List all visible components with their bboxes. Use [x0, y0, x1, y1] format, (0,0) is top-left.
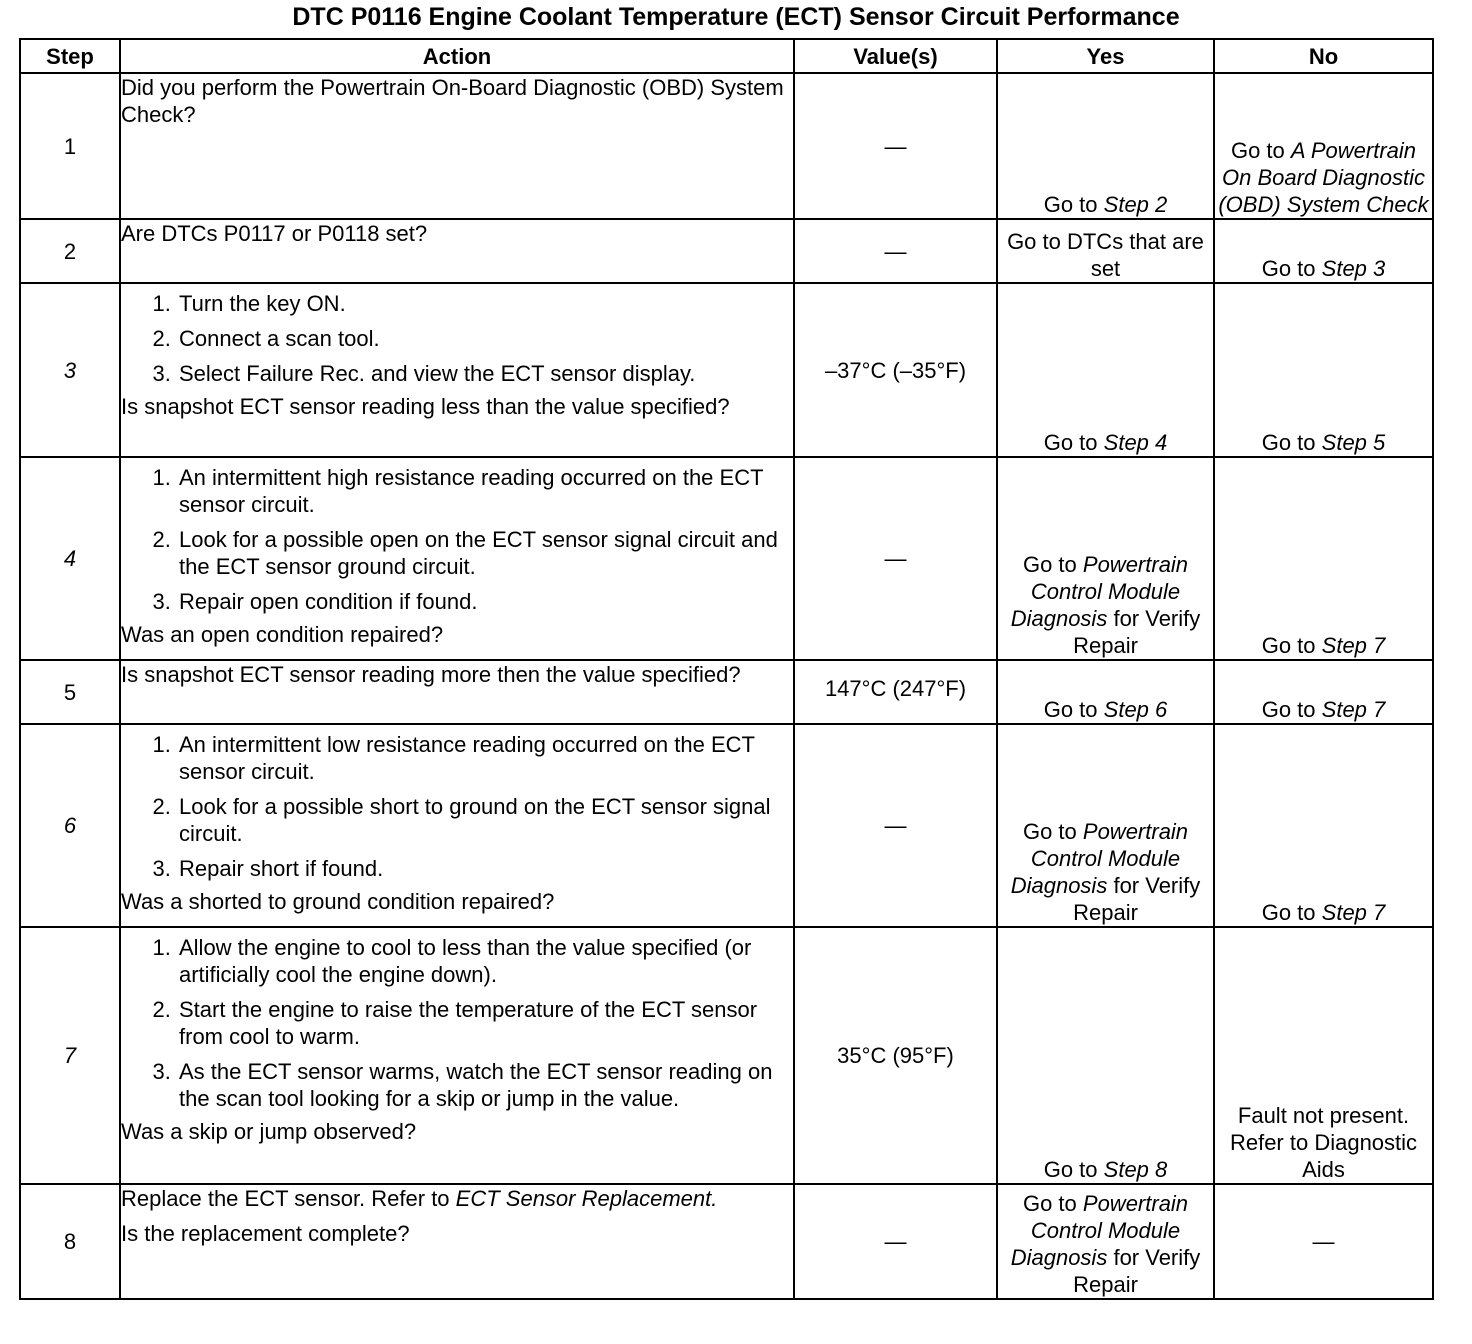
no-cell [1214, 283, 1433, 457]
yes-cell [997, 219, 1214, 283]
action-steps-list [121, 934, 793, 1112]
no-prefix: Go to [1261, 430, 1316, 455]
value-cell: — [794, 724, 997, 927]
action-steps-list [121, 290, 793, 387]
step-number: 7 [20, 927, 120, 1184]
action-question: Was an open condition repaired? [121, 622, 444, 647]
list-item: 3. Repair open condition if found. [177, 588, 793, 615]
no-prefix: Go to [1261, 633, 1316, 658]
list-item: 2. Look for a possible short to ground on the ECT sensor signal circuit. [177, 793, 793, 847]
no-prefix: Go to [1230, 138, 1285, 163]
header-row [20, 39, 1433, 73]
table-row-step-4 [20, 457, 1433, 660]
list-item: 1. Allow the engine to cool to less than the value specified (or artificially cool the engine down). [177, 934, 793, 988]
yes-cell [997, 283, 1214, 457]
no-cell [1214, 219, 1433, 283]
no-cell [1214, 927, 1433, 1184]
yes-cell [997, 724, 1214, 927]
no-step-link[interactable]: Step 5 [1321, 430, 1386, 455]
no-step-link[interactable]: Step 3 [1321, 256, 1386, 281]
step-number: 3 [20, 283, 120, 457]
yes-pcm-diagnosis-link[interactable]: Powertrain Control Module Diagnosis [1010, 819, 1189, 898]
step-number: 8 [20, 1184, 120, 1299]
action-cell [120, 457, 794, 660]
yes-suffix: for Verify Repair [1073, 606, 1201, 658]
value-cell: –37°C (–35°F) [794, 283, 997, 457]
yes-prefix: Go to [1022, 1191, 1077, 1216]
action-steps-list [121, 731, 793, 882]
yes-prefix: Go to [1022, 819, 1077, 844]
list-item: 2. Start the engine to raise the temperature of the ECT sensor from cool to warm. [177, 996, 793, 1050]
action-cell [120, 219, 794, 283]
action-steps-list [121, 464, 793, 615]
no-prefix: Go to [1261, 697, 1316, 722]
yes-prefix: Go to [1043, 192, 1098, 217]
yes-cell [997, 457, 1214, 660]
header-yes: Yes [997, 39, 1214, 73]
list-item: 2. Connect a scan tool. [177, 325, 793, 352]
action-question: Was a skip or jump observed? [121, 1119, 417, 1144]
no-cell: — [1214, 1184, 1433, 1299]
header-no: No [1214, 39, 1433, 73]
action-cell [120, 724, 794, 927]
table-row-step-8 [20, 1184, 1433, 1299]
list-item: 3. As the ECT sensor warms, watch the ECT sensor reading on the scan tool looking for a skip or jump in the value. [177, 1058, 793, 1112]
value-cell: 35°C (95°F) [794, 927, 997, 1184]
table-row-step-2 [20, 219, 1433, 283]
value-cell: — [794, 1184, 997, 1299]
table-row-step-6 [20, 724, 1433, 927]
step-number: 1 [20, 73, 120, 219]
yes-cell [997, 73, 1214, 219]
no-prefix: Go to [1261, 900, 1316, 925]
yes-step-link[interactable]: Step 2 [1103, 192, 1168, 217]
header-step: Step [20, 39, 120, 73]
no-cell [1214, 457, 1433, 660]
value-cell: — [794, 73, 997, 219]
yes-step-link[interactable]: Step 8 [1103, 1157, 1168, 1182]
action-cell [120, 927, 794, 1184]
action-cell [120, 660, 794, 724]
ect-sensor-replacement-link[interactable]: ECT Sensor Replacement. [455, 1186, 718, 1211]
yes-prefix: Go to [1043, 697, 1098, 722]
yes-cell [997, 927, 1214, 1184]
table-row-step-3 [20, 283, 1433, 457]
action-cell [120, 283, 794, 457]
yes-suffix: for Verify Repair [1073, 1245, 1201, 1297]
yes-prefix: Go to [1022, 552, 1077, 577]
list-item: 1. An intermittent low resistance reading occurred on the ECT sensor circuit. [177, 731, 793, 785]
value-cell: — [794, 219, 997, 283]
no-cell [1214, 660, 1433, 724]
no-step-link[interactable]: Step 7 [1321, 633, 1386, 658]
list-item: 3. Select Failure Rec. and view the ECT sensor display. [177, 360, 793, 387]
step-number: 5 [20, 660, 120, 724]
step-number: 2 [20, 219, 120, 283]
no-obd-check-link[interactable]: A Powertrain On Board Diagnostic (OBD) System Check [1218, 138, 1429, 217]
table-row-step-1 [20, 73, 1433, 219]
no-prefix: Go to [1261, 256, 1316, 281]
action-cell [120, 1184, 794, 1299]
yes-step-link[interactable]: Step 6 [1103, 697, 1168, 722]
yes-pcm-diagnosis-link[interactable]: Powertrain Control Module Diagnosis [1010, 1191, 1189, 1270]
no-cell [1214, 73, 1433, 219]
yes-pcm-diagnosis-link[interactable]: Powertrain Control Module Diagnosis [1010, 552, 1189, 631]
no-diagnostic-aids-text: Fault not present. Refer to Diagnostic Aids [1229, 1103, 1418, 1182]
value-cell: 147°C (247°F) [794, 660, 997, 724]
page-title: DTC P0116 Engine Coolant Temperature (ECT) Sensor Circuit Performance [292, 3, 1180, 31]
no-cell [1214, 724, 1433, 927]
header-values: Value(s) [794, 39, 997, 73]
action-question: Did you perform the Powertrain On-Board Diagnostic (OBD) System Check? [121, 75, 784, 127]
list-item: 1. An intermittent high resistance reading occurred on the ECT sensor circuit. [177, 464, 793, 518]
yes-cell [997, 1184, 1214, 1299]
action-question: Was a shorted to ground condition repaired? [121, 889, 555, 914]
yes-text: Go to DTCs that are set [1007, 229, 1204, 281]
action-instruction [121, 1185, 793, 1212]
yes-prefix: Go to [1043, 1157, 1098, 1182]
action-question: Is the replacement complete? [121, 1221, 410, 1246]
yes-prefix: Go to [1043, 430, 1098, 455]
action-cell [120, 73, 794, 219]
table-row-step-5 [20, 660, 1433, 724]
instruction-text: Replace the ECT sensor. Refer to [121, 1186, 450, 1211]
yes-suffix: for Verify Repair [1073, 873, 1201, 925]
step-number: 6 [20, 724, 120, 927]
action-question: Is snapshot ECT sensor reading more then the value specified? [121, 662, 741, 687]
list-item: 3. Repair short if found. [177, 855, 793, 882]
table-row-step-7 [20, 927, 1433, 1184]
list-item: 2. Look for a possible open on the ECT sensor signal circuit and the ECT sensor ground circuit. [177, 526, 793, 580]
no-step-link[interactable]: Step 7 [1321, 900, 1386, 925]
step-number: 4 [20, 457, 120, 660]
value-cell: — [794, 457, 997, 660]
action-question: Is snapshot ECT sensor reading less than the value specified? [121, 394, 730, 419]
yes-step-link[interactable]: Step 4 [1103, 430, 1168, 455]
list-item: 1. Turn the key ON. [177, 290, 793, 317]
header-action: Action [120, 39, 794, 73]
diagnostic-table [19, 38, 1434, 1300]
no-step-link[interactable]: Step 7 [1321, 697, 1386, 722]
yes-cell [997, 660, 1214, 724]
action-question: Are DTCs P0117 or P0118 set? [121, 221, 428, 246]
